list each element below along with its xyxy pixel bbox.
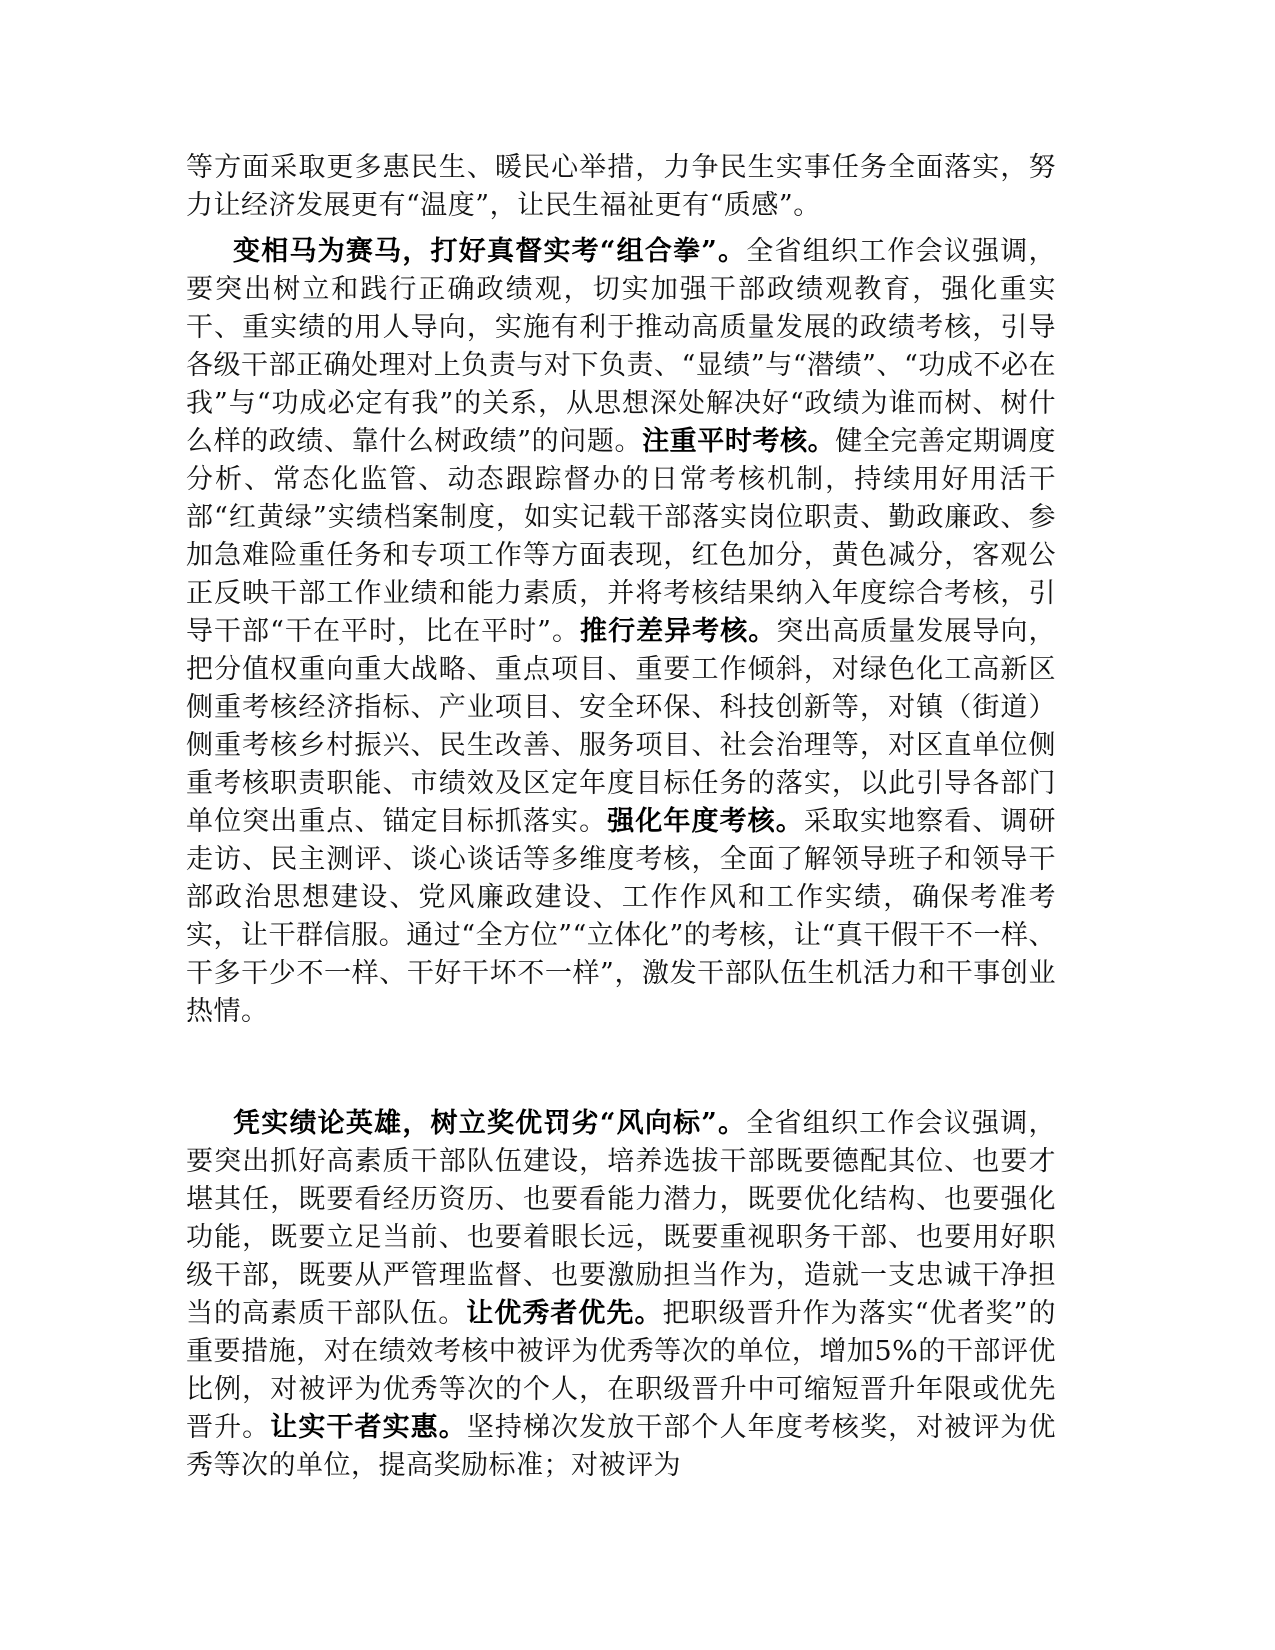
section-heading: 变相马为赛马，打好真督实考“组合拳”。	[233, 236, 747, 267]
paragraph-text: 采取实地察看、调研走访、民主测评、谈心谈话等多维度考核，全面了解领导班子和领导干部政治思想建设、党风廉政建设、工作作风和工作实绩，确保考准考实，让干群信服。通过“全方位”“立体化”的考核，让“真干假干不一样、干多干少不一样、干好干坏不一样”，激发干部队伍生机活力和干事创业热情。	[186, 806, 1057, 1027]
paragraph-assessment	[186, 233, 1056, 1031]
paragraph-text: 全省组织工作会议强调，要突出树立和践行正确政绩观，切实加强干部政绩观教育，强化重实干、重实绩的用人导向，实施有利于推动高质量发展的政绩考核，引导各级干部正确处理对上负责与对下负责、“显绩”与“潜绩”、“功成不必在我”与“功成必定有我”的关系，从思想深处解决好“政绩为谁而树、树什么样的政绩、靠什么树政绩”的问题。	[186, 236, 1057, 457]
paragraph-text: 全省组织工作会议强调，要突出抓好高素质干部队伍建设，培养选拔干部既要德配其位、也要才堪其任，既要看经历资历、也要看能力潜力，既要优化结构、也要强化功能，既要立足当前、也要着眼长远，既要重视职务干部、也要用好职级干部，既要从严管理监督、也要激励担当作为，造就一支忠诚干净担当的高素质干部队伍。	[186, 1108, 1057, 1329]
paragraph-merit	[186, 1105, 1056, 1485]
paragraph-text: 健全完善定期调度分析、常态化监管、动态跟踪督办的日常考核机制，持续用好用活干部“红黄绿”实绩档案制度，如实记载干部落实岗位职责、勤政廉政、参加急难险重任务和专项工作等方面表现，红色加分，黄色减分，客观公正反映干部工作业绩和能力素质，并将考核结果纳入年度综合考核，引导干部“干在平时，比在平时”。	[186, 426, 1057, 647]
subheading-doers-benefit: 让实干者实惠。	[270, 1412, 467, 1443]
section-heading: 凭实绩论英雄，树立奖优罚劣“风向标”。	[233, 1108, 747, 1139]
subheading-annual-assessment: 强化年度考核。	[607, 806, 804, 837]
paragraph-continuation	[186, 149, 1056, 225]
paragraph-text: 坚持梯次发放干部个人年度考核奖，对被评为优秀等次的单位，提高奖励标准；对被评为	[186, 1412, 1057, 1481]
subheading-excellent-first: 让优秀者优先。	[466, 1298, 663, 1329]
subheading-differentiated-assessment: 推行差异考核。	[580, 616, 777, 647]
subheading-routine-assessment: 注重平时考核。	[642, 426, 836, 457]
paragraph-text: 等方面采取更多惠民生、暖民心举措，力争民生实事任务全面落实，努力让经济发展更有“温度”，让民生福祉更有“质感”。	[186, 152, 1056, 221]
paragraph-text: 把职级晋升作为落实“优者奖”的重要措施，对在绩效考核中被评为优秀等次的单位，增加5%的干部评优比例，对被评为优秀等次的个人，在职级晋升中可缩短晋升年限或优先晋升。	[186, 1298, 1057, 1443]
paragraph-text: 突出高质量发展导向，把分值权重向重大战略、重点项目、重要工作倾斜，对绿色化工高新区侧重考核经济指标、产业项目、安全环保、科技创新等，对镇（街道）侧重考核乡村振兴、民生改善、服务项目、社会治理等，对区直单位侧重考核职责职能、市绩效及区定年度目标任务的落实，以此引导各部门单位突出重点、锚定目标抓落实。	[186, 616, 1057, 837]
